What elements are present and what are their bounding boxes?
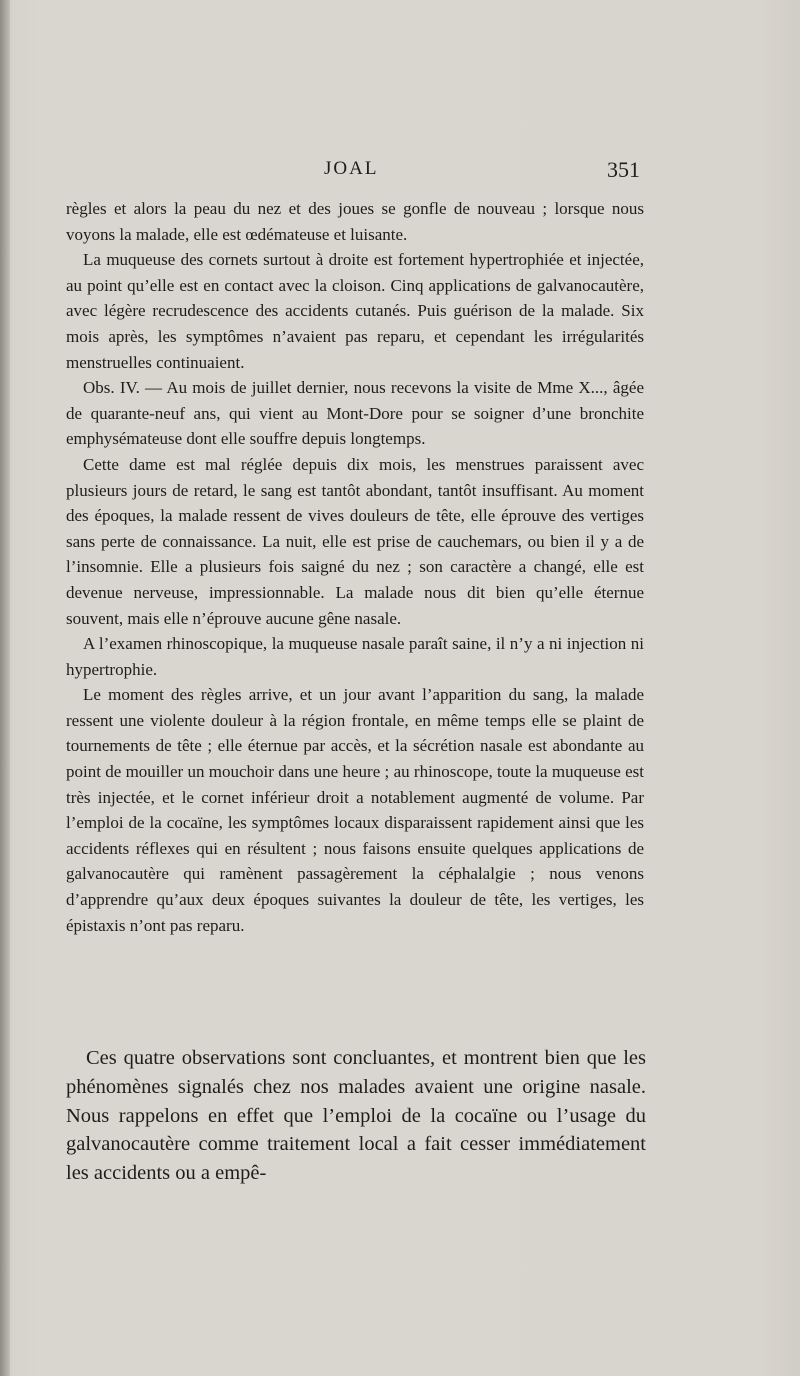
paragraph-observation-4: Obs. IV. — Au mois de juillet dernier, nous recevons la visite de Mme X..., âgée de quarante-neuf ans, qui vient au Mont-Dore pour se soigner d’une bronchite emphysémateuse dont elle souffre depuis longtemps. [66,378,644,449]
page-number: 351 [607,157,640,182]
paragraph-continuation: règles et alors la peau du nez et des joues se gonfle de nouveau ; lorsque nous voyons la malade, elle est œdémateuse et luisante. [66,199,644,244]
running-title: JOAL [324,158,379,179]
conclusion-paragraph: Ces quatre observations sont concluantes, et montrent bien que les phénomènes signalés chez nos malades avaient une origine nasale. Nous rappelons en effet que l’emploi de la cocaïne ou l’usage du galvanocautère comme traitement local a fait cesser immédiatement les accidents ou a empê- [66,1047,646,1185]
paragraph-mucosa: La muqueuse des cornets surtout à droite est fortement hypertrophiée et injectée, au point qu’elle est en contact avec la cloison. Cinq applications de galvanocautère, avec légère recrudescence des accidents cutanés. Puis guérison de la malade. Six mois après, les symptômes n’avaient pas reparu, et cependant les irrégularités menstruelles continuaient. [66,250,644,372]
page-spine-shadow [0,0,10,1376]
conclusion-block [66,1044,646,1188]
paragraph-rhinoscopic-exam: A l’examen rhinoscopique, la muqueuse nasale paraît saine, il n’y a ni injection ni hypertrophie. [66,634,644,679]
paragraph-patient-history: Cette dame est mal réglée depuis dix mois, les menstrues paraissent avec plusieurs jours de retard, le sang est tantôt abondant, tantôt insuffisant. Au moment des époques, la malade ressent de vives douleurs de tête, elle éprouve des vertiges sans perte de connaissance. La nuit, elle est prise de cauchemars, ou bien il y a de l’insomnie. Elle a plusieurs fois saigné du nez ; son caractère a changé, elle est devenue nerveuse, impressionnable. La malade nous dit bien qu’elle éternue souvent, mais elle n’éprouve aucune gêne nasale. [66,454,644,628]
page-header [70,158,640,188]
paragraph-menses-episode: Le moment des règles arrive, et un jour avant l’apparition du sang, la malade ressent une violente douleur à la région frontale, en même temps elle se plaint de tournements de tête ; elle éternue par accès, et la sécrétion nasale est abondante au point de mouiller un mouchoir dans une heure ; au rhinoscope, toute la muqueuse est très injectée, et le cornet inférieur droit a notablement augmenté de volume. Par l’emploi de la cocaïne, les symptômes locaux disparaissent rapidement ainsi que les accidents réflexes qui en résultent ; nous faisons ensuite quelques applications de galvanocautère qui ramènent passagèrement la céphalalgie ; nous venons d’apprendre qu’aux deux époques suivantes la douleur de tête, les vertiges, les épistaxis n’ont pas reparu. [66,685,644,935]
body-text [66,196,644,938]
